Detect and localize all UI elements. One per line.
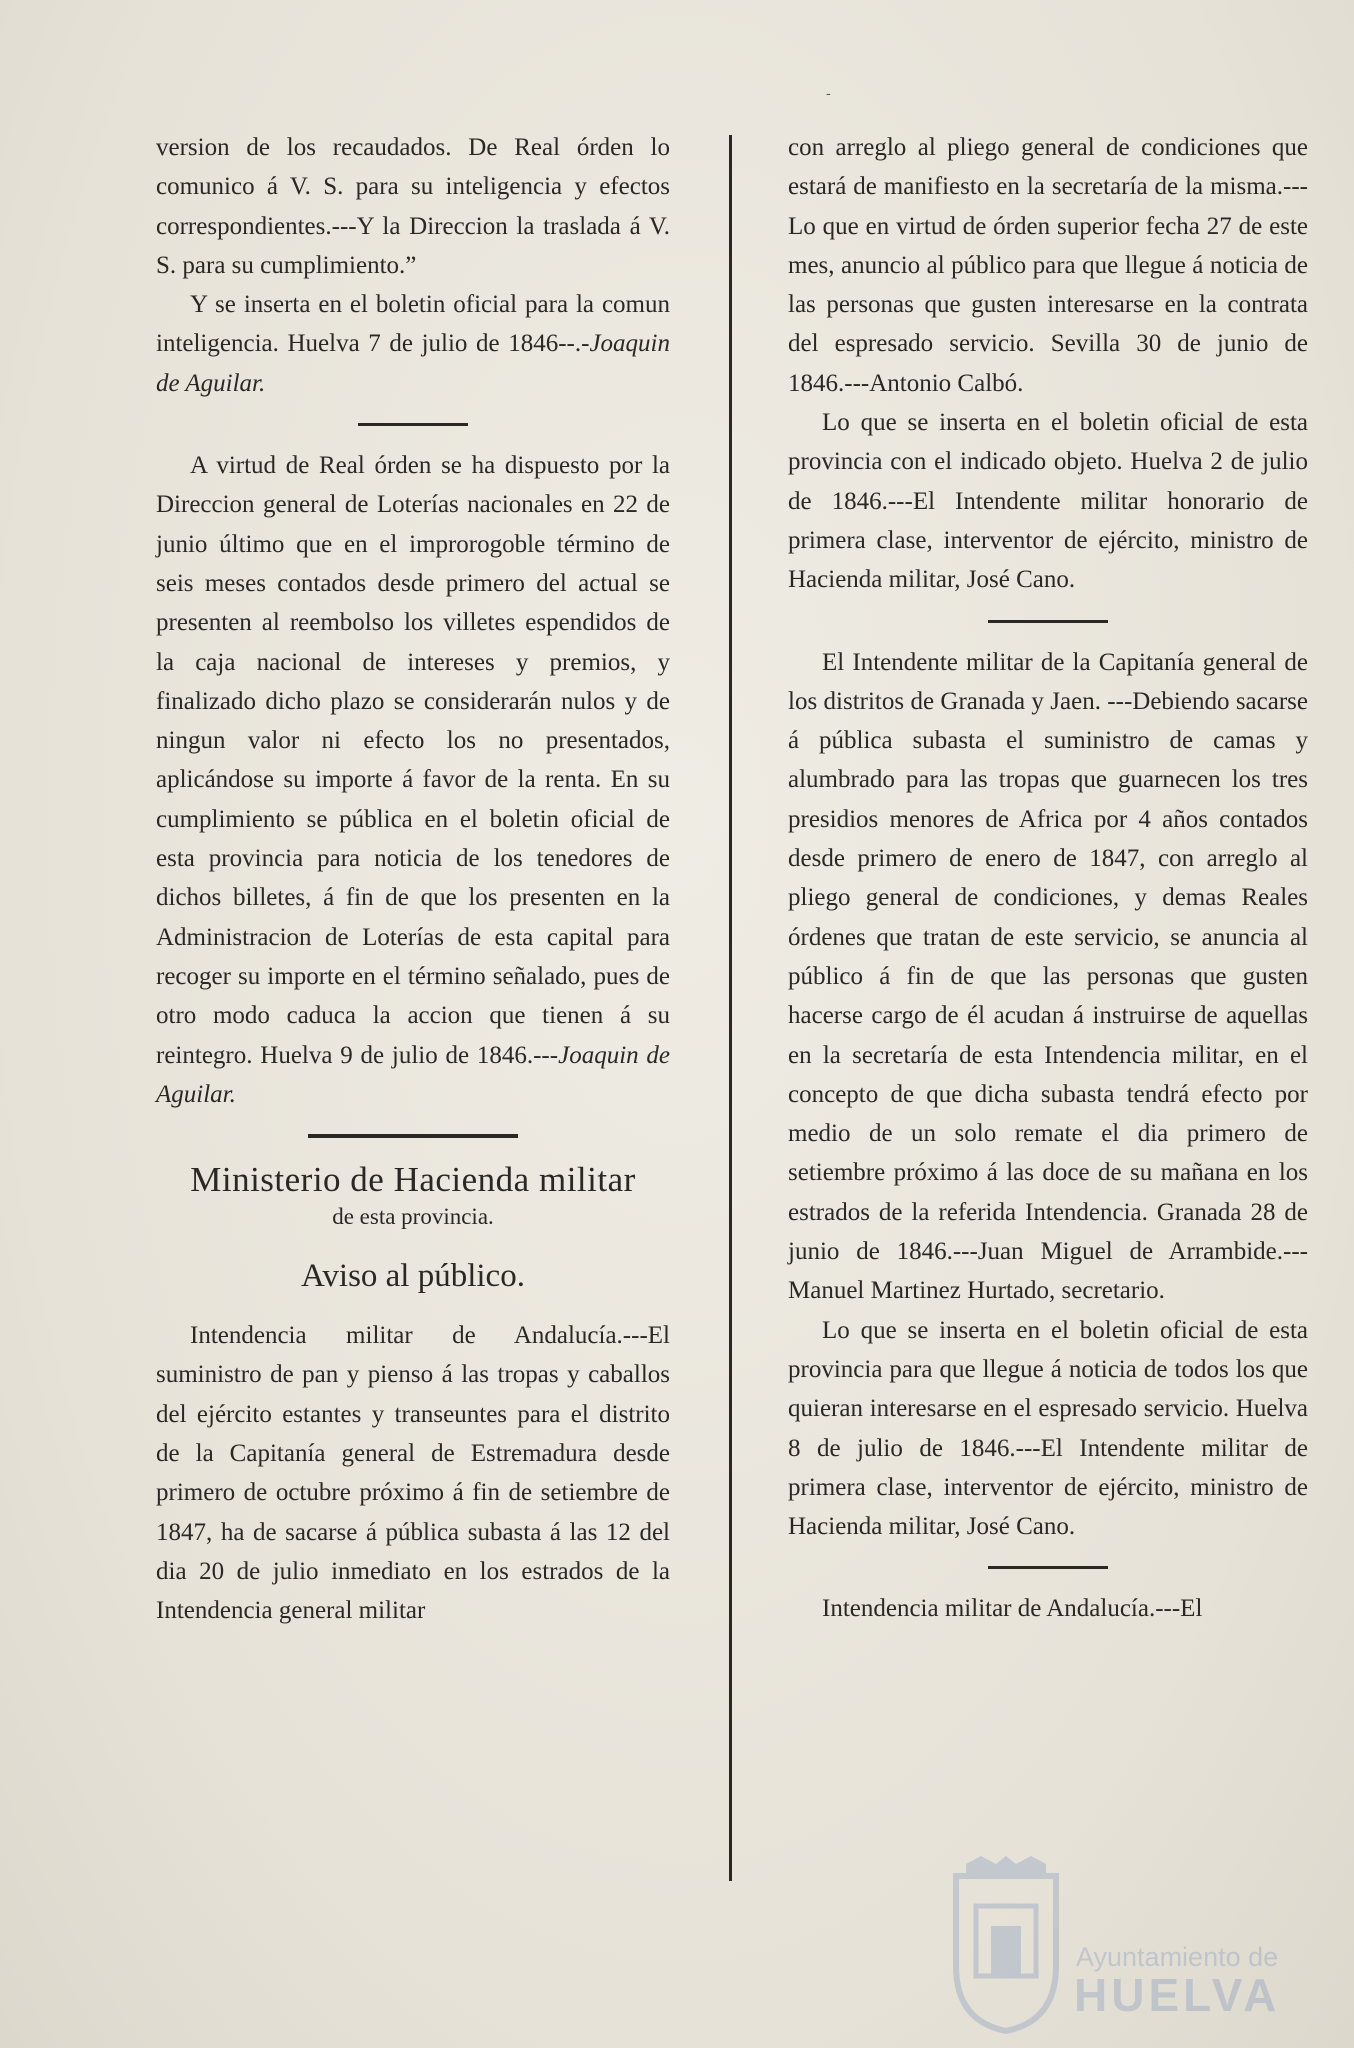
watermark-line-1: Ayuntamiento de bbox=[1076, 1942, 1279, 1972]
watermark-line-2: HUELVA bbox=[1074, 1969, 1281, 2021]
ministry-subtitle: de esta provincia. bbox=[332, 1204, 494, 1230]
section-rule-long bbox=[308, 1134, 518, 1138]
column-divider bbox=[729, 135, 732, 1881]
signature-aguilar-1: Joaquin de Aguilar. bbox=[156, 330, 670, 397]
signature-aguilar-2: Joaquin de Aguilar. bbox=[156, 1041, 671, 1108]
left-paragraph-3-text: A virtud de Real órden se ha dispuesto por la Direccion general de Loterías nacionales en 22 de junio último que en el improrogoble término de seis meses contados desde primero del actual se presenten al reembolso los villetes espendidos de la caja nacional de intereses y premios, y finalizado dicho plazo se considerarán nulos y de ningun valor ni efecto los no presentados, aplicándose su importe á favor de la renta. En su cumplimiento se pública en el boletin oficial de esta provincia para noticia de los tenedores de dichos billetes, á fin de que los presenten en la Administracion de Loterías de esta capital para recoger su importe en el término señalado, pues de otro modo caduca la accion que tienen á su reintegro. Huelva 9 de julio de 1846.--- bbox=[156, 452, 670, 1069]
coat-of-arms-icon bbox=[946, 1856, 1066, 2036]
left-paragraph-4: Intendencia militar de Andalucía.---El suministro de pan y pienso á las tropas y caballos del ejército estantes y transeuntes para el distrito de la Capitanía general de Estremadura desde primero de octubre próximo á fin de setiembre de 1847, ha de sacarse á pública subasta á las 12 del dia 20 de julio inmediato en los estrados de la Intendencia general militar bbox=[156, 1322, 670, 1625]
left-column bbox=[156, 128, 670, 1631]
left-paragraph-1: version de los recaudados. De Real órden lo comunico á V. S. para su inteligencia y efectos correspondientes.---Y la Direccion la traslada á V. S. para su cumplimiento.” bbox=[156, 134, 670, 279]
right-paragraph-5: Intendencia militar de Andalucía.---El bbox=[822, 1595, 1203, 1623]
left-paragraph-2-text: Y se inserta en el boletin oficial para la comun inteligencia. Huelva 7 de julio de 1846--.- bbox=[156, 291, 670, 358]
right-paragraph-4: Lo que se inserta en el boletin oficial de esta provincia para que llegue á noticia de todos los que quieran interesarse en el espresado servicio. Huelva 8 de julio de 1846.---El Intendente militar de primera clase, interventor de ejército, ministro de Hacienda militar, José Cano. bbox=[788, 1316, 1308, 1541]
left-paragraph-2 bbox=[156, 285, 670, 403]
right-paragraph-2: Lo que se inserta en el boletin oficial de esta provincia con el indicado objeto. Huelva 2 de julio de 1846.---El Intendente militar honorario de primera clase, interventor de ejército, ministro de Hacienda militar, José Cano. bbox=[788, 409, 1308, 594]
left-paragraph-3 bbox=[156, 446, 670, 1114]
aviso-title: Aviso al público. bbox=[301, 1258, 525, 1295]
section-rule bbox=[358, 423, 468, 426]
section-rule bbox=[988, 620, 1108, 623]
section-rule bbox=[988, 1566, 1108, 1569]
right-paragraph-1: con arreglo al pliego general de condiciones que estará de manifiesto en la secretaría de la misma.---Lo que en virtud de órden superior fecha 27 de este mes, anuncio al público para que llegue á noticia de las personas que gusten interesarse en la contrata del espresado servicio. Sevilla 30 de junio de 1846.---Antonio Calbó. bbox=[788, 134, 1308, 397]
page-mark: - bbox=[826, 86, 831, 102]
right-paragraph-3: El Intendente militar de la Capitanía general de los distritos de Granada y Jaen. ---Debiendo sacarse á pública subasta el suministro de camas y alumbrado para las tropas que guarnecen los tres presidios menores de Africa por 4 años contados desde primero de enero de 1847, con arreglo al pliego general de condiciones, y demas Reales órdenes que tratan de este servicio, se anuncia al público á fin de que las personas que gusten hacerse cargo de él acudan á instruirse de aquellas en la secretaría de esta Intendencia militar, en el concepto de que dicha subasta tendrá efecto por medio de un solo remate el dia primero de setiembre próximo á las doce de su mañana en los estrados de la referida Intendencia. Granada 28 de junio de 1846.---Juan Miguel de Arrambide.---Manuel Martinez Hurtado, secretario. bbox=[788, 648, 1308, 1305]
ministry-title: Ministerio de Hacienda militar bbox=[190, 1160, 636, 1200]
watermark bbox=[946, 1846, 1326, 2036]
right-column bbox=[788, 128, 1308, 1629]
